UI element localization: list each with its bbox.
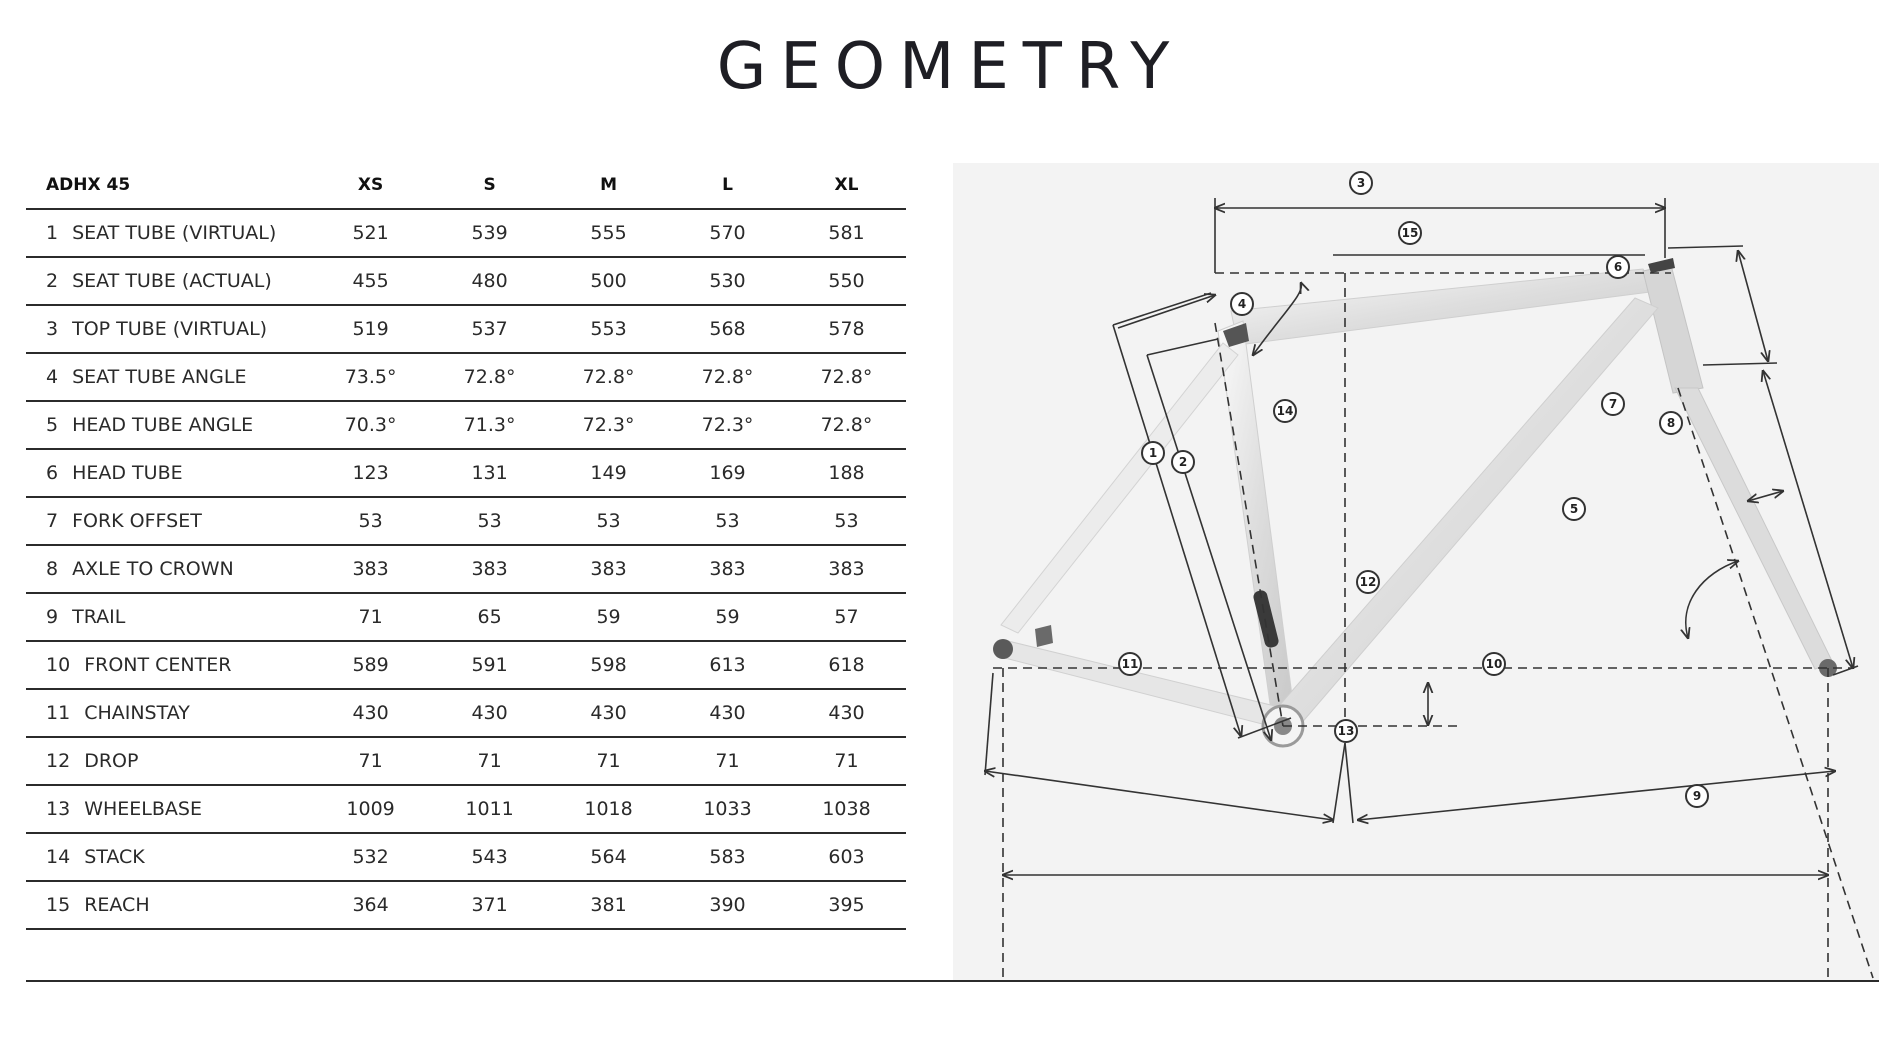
- row-label-cell: [26, 497, 311, 545]
- row-number: 12: [46, 750, 71, 772]
- row-number: 5: [46, 414, 59, 436]
- frame-geometry-diagram: [953, 163, 1879, 980]
- value-cell-s: 537: [430, 305, 549, 353]
- row-label: AXLE TO CROWN: [72, 558, 234, 580]
- row-label-cell: [26, 737, 311, 785]
- value-cell-xs: 430: [311, 689, 430, 737]
- dimension-marker-9: 9: [1685, 784, 1709, 808]
- value-cell-xl: 578: [787, 305, 906, 353]
- row-label-cell: [26, 833, 311, 881]
- bottom-rule: [26, 980, 1879, 982]
- value-cell-s: 53: [430, 497, 549, 545]
- value-cell-m: 381: [549, 881, 668, 929]
- value-cell-xs: 123: [311, 449, 430, 497]
- value-cell-xl: 581: [787, 209, 906, 257]
- table-row: [26, 785, 906, 833]
- row-label-cell: [26, 545, 311, 593]
- row-label: REACH: [84, 894, 150, 916]
- reference-lines: [993, 273, 1873, 980]
- dimension-marker-14: 14: [1273, 399, 1297, 423]
- table-row: [26, 401, 906, 449]
- dimension-marker-3: 3: [1349, 171, 1373, 195]
- row-number: 7: [46, 510, 59, 532]
- row-number: 1: [46, 222, 59, 244]
- value-cell-xs: 519: [311, 305, 430, 353]
- value-cell-xl: 603: [787, 833, 906, 881]
- table-row: [26, 497, 906, 545]
- dimension-marker-2: 2: [1171, 450, 1195, 474]
- value-cell-s: 539: [430, 209, 549, 257]
- value-cell-xl: 395: [787, 881, 906, 929]
- value-cell-l: 430: [668, 689, 787, 737]
- table-row: [26, 449, 906, 497]
- value-cell-s: 543: [430, 833, 549, 881]
- value-cell-l: 72.3°: [668, 401, 787, 449]
- value-cell-l: 583: [668, 833, 787, 881]
- row-label: TOP TUBE (VIRTUAL): [72, 318, 268, 340]
- value-cell-s: 480: [430, 257, 549, 305]
- value-cell-l: 613: [668, 641, 787, 689]
- row-number: 8: [46, 558, 59, 580]
- dimension-marker-7: 7: [1601, 392, 1625, 416]
- table-row: [26, 641, 906, 689]
- row-label-cell: [26, 353, 311, 401]
- dimension-marker-15: 15: [1398, 221, 1422, 245]
- row-label: STACK: [84, 846, 145, 868]
- dimension-marker-13: 13: [1334, 719, 1358, 743]
- value-cell-l: 530: [668, 257, 787, 305]
- row-number: 11: [46, 702, 71, 724]
- value-cell-s: 383: [430, 545, 549, 593]
- value-cell-xl: 618: [787, 641, 906, 689]
- table-row: [26, 257, 906, 305]
- value-cell-xl: 53: [787, 497, 906, 545]
- geometry-table: [26, 162, 906, 930]
- value-cell-l: 72.8°: [668, 353, 787, 401]
- value-cell-s: 430: [430, 689, 549, 737]
- value-cell-s: 131: [430, 449, 549, 497]
- row-number: 9: [46, 606, 59, 628]
- value-cell-m: 564: [549, 833, 668, 881]
- row-label-cell: [26, 641, 311, 689]
- dimension-marker-1: 1: [1141, 441, 1165, 465]
- row-number: 13: [46, 798, 71, 820]
- value-cell-xl: 383: [787, 545, 906, 593]
- table-header-row: [26, 162, 906, 209]
- value-cell-s: 71: [430, 737, 549, 785]
- value-cell-xs: 532: [311, 833, 430, 881]
- value-cell-xs: 71: [311, 737, 430, 785]
- row-label: WHEELBASE: [84, 798, 202, 820]
- dimension-marker-12: 12: [1356, 570, 1380, 594]
- row-label-cell: [26, 785, 311, 833]
- table-row: [26, 209, 906, 257]
- value-cell-m: 71: [549, 737, 668, 785]
- row-label-cell: [26, 449, 311, 497]
- model-name: ADHX 45: [26, 162, 311, 209]
- value-cell-xl: 430: [787, 689, 906, 737]
- value-cell-xl: 57: [787, 593, 906, 641]
- dimension-marker-5: 5: [1562, 497, 1586, 521]
- value-cell-xl: 71: [787, 737, 906, 785]
- value-cell-xs: 521: [311, 209, 430, 257]
- value-cell-m: 430: [549, 689, 668, 737]
- row-label: HEAD TUBE: [72, 462, 183, 484]
- frame-diagram-svg: [953, 163, 1879, 980]
- row-label: CHAINSTAY: [84, 702, 190, 724]
- value-cell-l: 570: [668, 209, 787, 257]
- value-cell-m: 555: [549, 209, 668, 257]
- value-cell-l: 390: [668, 881, 787, 929]
- value-cell-xl: 72.8°: [787, 353, 906, 401]
- value-cell-m: 500: [549, 257, 668, 305]
- dimension-marker-4: 4: [1230, 292, 1254, 316]
- table-row: [26, 689, 906, 737]
- value-cell-xs: 73.5°: [311, 353, 430, 401]
- size-header-m: M: [549, 162, 668, 209]
- row-label-cell: [26, 689, 311, 737]
- value-cell-xs: 70.3°: [311, 401, 430, 449]
- value-cell-m: 59: [549, 593, 668, 641]
- value-cell-xs: 364: [311, 881, 430, 929]
- value-cell-xs: 1009: [311, 785, 430, 833]
- size-header-s: S: [430, 162, 549, 209]
- row-number: 15: [46, 894, 71, 916]
- value-cell-xl: 188: [787, 449, 906, 497]
- row-label: FORK OFFSET: [72, 510, 202, 532]
- value-cell-xl: 550: [787, 257, 906, 305]
- row-number: 10: [46, 654, 71, 676]
- row-label-cell: [26, 257, 311, 305]
- table-row: [26, 593, 906, 641]
- size-header-xl: XL: [787, 162, 906, 209]
- value-cell-l: 1033: [668, 785, 787, 833]
- value-cell-l: 59: [668, 593, 787, 641]
- row-label-cell: [26, 881, 311, 929]
- row-label-cell: [26, 209, 311, 257]
- row-label: TRAIL: [72, 606, 126, 628]
- value-cell-s: 591: [430, 641, 549, 689]
- value-cell-s: 71.3°: [430, 401, 549, 449]
- row-label: FRONT CENTER: [84, 654, 232, 676]
- row-number: 2: [46, 270, 59, 292]
- row-number: 3: [46, 318, 59, 340]
- value-cell-xs: 383: [311, 545, 430, 593]
- value-cell-xs: 53: [311, 497, 430, 545]
- value-cell-xs: 455: [311, 257, 430, 305]
- table-body: [26, 209, 906, 929]
- value-cell-m: 72.3°: [549, 401, 668, 449]
- value-cell-l: 169: [668, 449, 787, 497]
- table-row: [26, 305, 906, 353]
- row-label: HEAD TUBE ANGLE: [72, 414, 254, 436]
- value-cell-m: 72.8°: [549, 353, 668, 401]
- value-cell-xs: 589: [311, 641, 430, 689]
- bike-frame: [993, 258, 1837, 746]
- size-header-l: L: [668, 162, 787, 209]
- value-cell-s: 371: [430, 881, 549, 929]
- size-header-xs: XS: [311, 162, 430, 209]
- value-cell-m: 53: [549, 497, 668, 545]
- table-row: [26, 881, 906, 929]
- table-row: [26, 353, 906, 401]
- row-label: SEAT TUBE ANGLE: [72, 366, 247, 388]
- value-cell-m: 1018: [549, 785, 668, 833]
- row-label: DROP: [84, 750, 139, 772]
- row-label-cell: [26, 401, 311, 449]
- dimension-marker-6: 6: [1606, 255, 1630, 279]
- row-number: 6: [46, 462, 59, 484]
- row-number: 4: [46, 366, 59, 388]
- dimension-marker-11: 11: [1118, 652, 1142, 676]
- value-cell-m: 383: [549, 545, 668, 593]
- table-row: [26, 737, 906, 785]
- row-label: SEAT TUBE (ACTUAL): [72, 270, 272, 292]
- row-label-cell: [26, 593, 311, 641]
- value-cell-l: 568: [668, 305, 787, 353]
- value-cell-s: 65: [430, 593, 549, 641]
- row-number: 14: [46, 846, 71, 868]
- table-row: [26, 545, 906, 593]
- value-cell-l: 53: [668, 497, 787, 545]
- dimension-marker-10: 10: [1482, 652, 1506, 676]
- page-title: GEOMETRY: [716, 30, 1184, 104]
- value-cell-s: 72.8°: [430, 353, 549, 401]
- value-cell-xl: 72.8°: [787, 401, 906, 449]
- row-label-cell: [26, 305, 311, 353]
- value-cell-l: 71: [668, 737, 787, 785]
- value-cell-xs: 71: [311, 593, 430, 641]
- table-row: [26, 833, 906, 881]
- row-label: SEAT TUBE (VIRTUAL): [72, 222, 277, 244]
- value-cell-s: 1011: [430, 785, 549, 833]
- dimension-marker-8: 8: [1659, 411, 1683, 435]
- value-cell-m: 149: [549, 449, 668, 497]
- value-cell-xl: 1038: [787, 785, 906, 833]
- value-cell-l: 383: [668, 545, 787, 593]
- value-cell-m: 598: [549, 641, 668, 689]
- value-cell-m: 553: [549, 305, 668, 353]
